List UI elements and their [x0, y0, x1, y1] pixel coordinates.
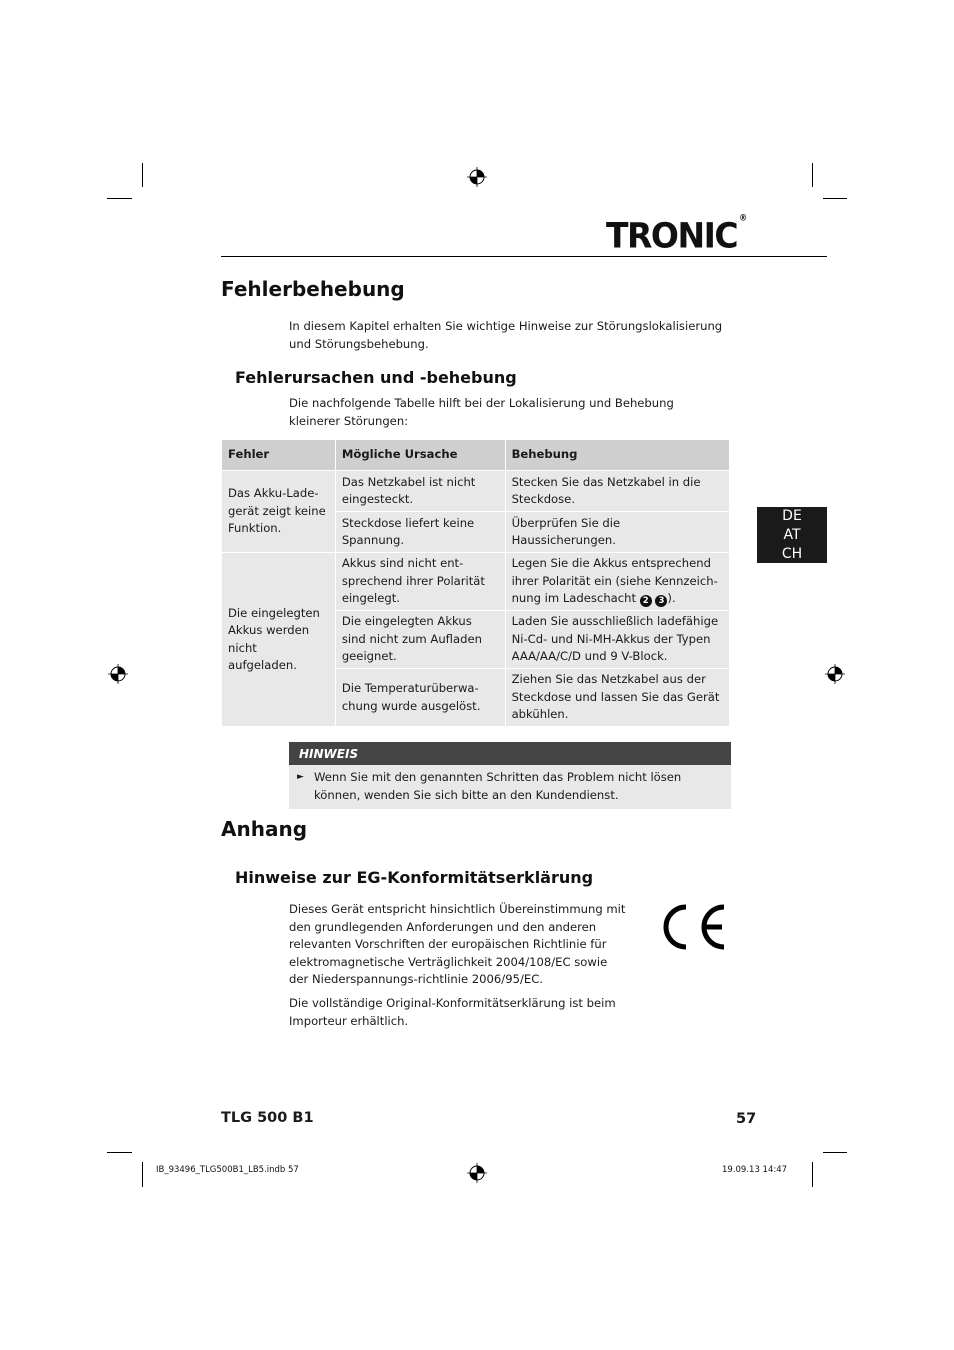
registration-mark-icon: [467, 167, 487, 187]
footer-model: TLG 500 B1: [221, 1110, 314, 1126]
troubleshooting-table: [221, 439, 730, 727]
fix-cell: Laden Sie ausschließlich ladefähige Ni-Cd- und Ni-MH-Akkus der Typen AAA/AA/C/D und 9 V-Block.: [505, 611, 729, 669]
header-rule: [221, 256, 827, 257]
cause-cell: Akkus sind nicht ent-sprechend ihrer Polarität eingelegt.: [335, 553, 505, 611]
fault-cell: Die eingelegten Akkus werden nicht aufgeladen.: [222, 553, 336, 727]
crop-mark: [812, 163, 813, 187]
crop-mark: [107, 1152, 132, 1153]
registration-mark-icon: [108, 664, 128, 684]
language-de: DE: [782, 508, 802, 524]
callout-number: 2: [640, 595, 652, 607]
registration-mark-icon: [825, 664, 845, 684]
section-title-causes: Fehlerursachen und -behebung: [235, 368, 517, 387]
registered-mark: ®: [739, 212, 748, 223]
fix-cell: Überprüfen Sie die Haussicherungen.: [505, 512, 729, 553]
ce-mark-text: [728, 899, 729, 900]
crop-mark: [107, 198, 132, 199]
file-slug: IB_93496_TLG500B1_LB5.indb 57: [156, 1165, 299, 1175]
fix-cell: Stecken Sie das Netzkabel in die Steckdose.: [505, 471, 729, 512]
callout-number: 3: [655, 595, 667, 607]
column-header-fix: Behebung: [505, 440, 729, 471]
fix-cell: [505, 553, 729, 611]
column-header-fault: Fehler: [222, 440, 336, 471]
note-box: [289, 742, 731, 809]
page-number: 57: [736, 1111, 757, 1127]
cause-cell: Die eingelegten Akkus sind nicht zum Aufladen geeignet.: [335, 611, 505, 669]
section-title-troubleshooting: Fehlerbehebung: [221, 277, 405, 301]
fix-text: Legen Sie die Akkus entsprechend ihrer Polarität ein (siehe Kennzeich-nung im Ladeschacht: [511, 556, 718, 606]
fix-text-end: ).: [667, 591, 676, 606]
date-slug: 19.09.13 14:47: [722, 1165, 788, 1175]
crop-mark: [142, 1162, 143, 1187]
column-header-cause: Mögliche Ursache: [335, 440, 505, 471]
language-tab: [757, 507, 827, 563]
crop-mark: [812, 1162, 813, 1187]
conformity-paragraph: Die vollständige Original-Konformitätserklärung ist beim Importeur erhältlich.: [289, 996, 616, 1028]
section-title-conformity: Hinweise zur EG-Konformitätserklärung: [235, 868, 594, 887]
brand-logo-text: TRONIC: [606, 215, 738, 256]
fix-cell: Ziehen Sie das Netzkabel aus der Steckdose und lassen Sie das Gerät abkühlen.: [505, 669, 729, 727]
table-header-row: [222, 440, 730, 471]
cause-cell: Steckdose liefert keine Spannung.: [335, 512, 505, 553]
conformity-paragraph: Dieses Gerät entspricht hinsichtlich Übereinstimmung mit den grundlegenden Anforderungen und den anderen relevanten Vorschriften der europäischen Richtlinie für elektromagnetische Verträglichkeit 2004/108/EC sowie der Niederspannungs-richtlinie 2006/95/EC.: [289, 902, 626, 986]
table-row: [222, 471, 730, 512]
note-text: Wenn Sie mit den genannten Schritten das Problem nicht lösen können, wenden Sie sich bitte an den Kundendienst.: [314, 770, 682, 802]
section-title-appendix: Anhang: [221, 817, 308, 841]
ce-mark-graphic: [656, 899, 728, 955]
registration-mark-icon: [467, 1163, 487, 1183]
troubleshooting-intro: In diesem Kapitel erhalten Sie wichtige Hinweise zur Störungslokalisierung und Störungsbehebung.: [289, 319, 723, 351]
causes-intro: Die nachfolgende Tabelle hilft bei der Lokalisierung und Behebung kleinerer Störungen:: [289, 396, 674, 428]
cause-cell: Die Temperaturüberwa-chung wurde ausgelöst.: [335, 669, 505, 727]
cause-cell: Das Netzkabel ist nicht eingesteckt.: [335, 471, 505, 512]
note-heading: HINWEIS: [289, 742, 731, 765]
crop-mark: [142, 163, 143, 187]
bullet-arrow-icon: ►: [297, 772, 304, 782]
crop-mark: [823, 198, 847, 199]
language-at: AT: [783, 527, 801, 543]
table-row: [222, 553, 730, 611]
brand-logo: [606, 212, 748, 256]
language-ch: CH: [781, 546, 803, 562]
fault-cell: Das Akku-Lade-gerät zeigt keine Funktion.: [222, 471, 336, 553]
crop-mark: [823, 1152, 847, 1153]
ce-mark-icon: [656, 899, 728, 955]
